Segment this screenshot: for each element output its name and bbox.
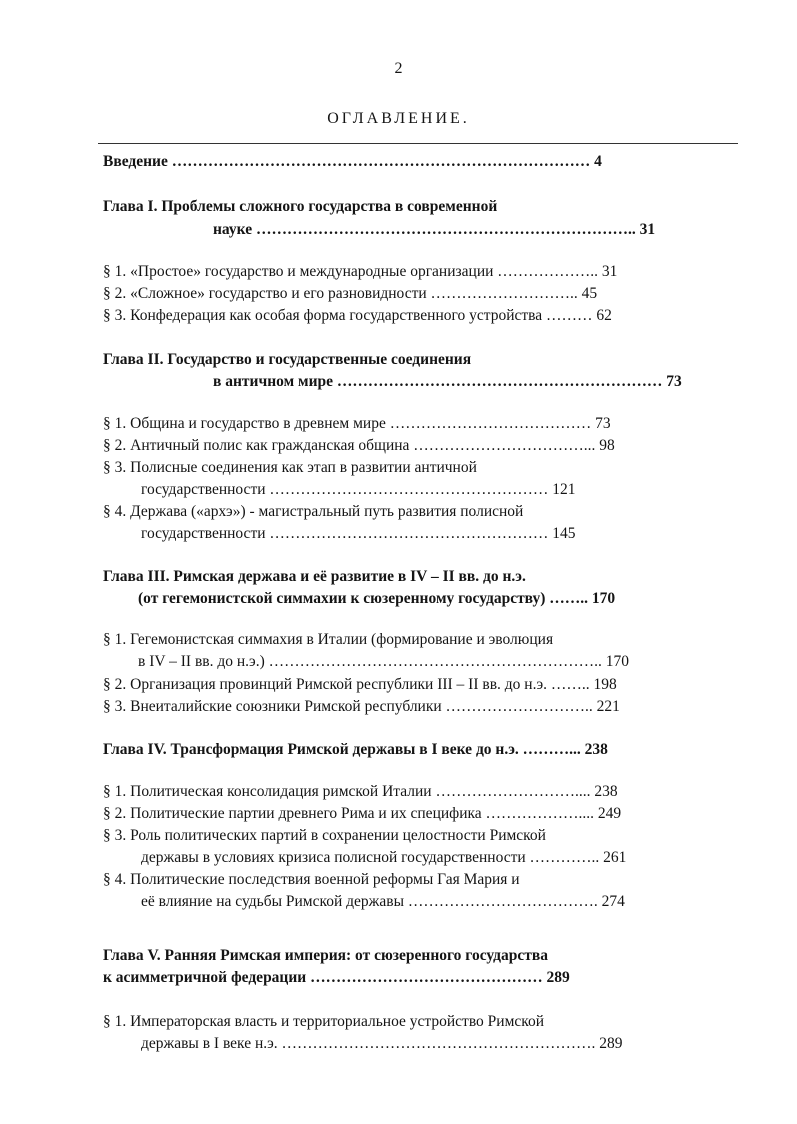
page-title: ОГЛАВЛЕНИЕ. [327,110,470,127]
toc-section[interactable]: § 1. Императорская власть и территориальное устройство Римской [103,1013,545,1030]
toc-section[interactable]: § 2. Политические партии древнего Рима и их специфика ……………….... 249 [103,805,622,822]
toc-section-cont[interactable]: государственности ……………………………………………… 145 [141,525,576,542]
toc-chapter-5-cont[interactable]: к асимметричной федерации ……………………………………… 289 [103,969,570,986]
toc-section[interactable]: § 2. Организация провинций Римской республики III – II вв. до н.э. …….. 198 [103,676,617,693]
toc-section[interactable]: § 1. Община и государство в древнем мире ………………………………… 73 [103,415,611,432]
toc-chapter-2[interactable]: Глава II. Государство и государственные соединения [103,351,472,368]
toc-section[interactable]: § 2. «Сложное» государство и его разновидности ……………………….. 45 [103,285,598,302]
toc-chapter-4[interactable]: Глава IV. Трансформация Римской державы в I веке до н.э. ………... 238 [103,741,608,758]
separator-line [98,143,738,144]
toc-section[interactable]: § 2. Античный полис как гражданская община ……………………………... 98 [103,437,615,454]
toc-section[interactable]: § 4. Политические последствия военной реформы Гая Мария и [103,871,520,888]
toc-chapter-5[interactable]: Глава V. Ранняя Римская империя: от сюзеренного государства [103,947,548,964]
toc-section-cont[interactable]: в IV – II вв. до н.э.) ……………………………………………………….. 170 [138,653,629,670]
toc-chapter-3[interactable]: Глава III. Римская держава и её развитие в IV – II вв. до н.э. [103,568,526,585]
toc-section-cont[interactable]: её влияние на судьбы Римской державы ………………………………. 274 [141,893,625,910]
toc-chapter-1-cont[interactable]: науке ……………………………………………………………….. 31 [213,221,656,238]
toc-section[interactable]: § 3. Роль политических партий в сохранении целостности Римской [103,827,546,844]
toc-section[interactable]: § 3. Внеиталийские союзники Римской республики ……………………….. 221 [103,698,620,715]
toc-section-cont[interactable]: державы в условиях кризиса полисной государственности ………….. 261 [141,849,627,866]
toc-introduction[interactable]: Введение ……………………………………………………………………… 4 [103,153,602,170]
toc-section[interactable]: § 1. Гегемонистская симмахия в Италии (формирование и эволюция [103,631,554,648]
toc-chapter-1[interactable]: Глава I. Проблемы сложного государства в современной [103,198,498,215]
toc-section-cont[interactable]: государственности ……………………………………………… 121 [141,481,576,498]
toc-chapter-2-cont[interactable]: в античном мире ……………………………………………………… 73 [213,373,682,390]
toc-section[interactable]: § 1. Политическая консолидация римской Италии ……………………….... 238 [103,783,618,800]
toc-section-cont[interactable]: державы в I веке н.э. ……………………………………………………. 289 [141,1035,623,1052]
toc-section[interactable]: § 4. Держава («архэ») - магистральный путь развития полисной [103,503,524,520]
toc-chapter-3-cont[interactable]: (от гегемонистской симмахии к сюзеренному государству) …….. 170 [138,590,616,607]
page-number: 2 [394,60,403,77]
toc-section[interactable]: § 3. Полисные соединения как этап в развитии античной [103,459,477,476]
toc-section[interactable]: § 3. Конфедерация как особая форма государственного устройства ……… 62 [103,307,612,324]
toc-section[interactable]: § 1. «Простое» государство и международные организации ……………….. 31 [103,263,618,280]
